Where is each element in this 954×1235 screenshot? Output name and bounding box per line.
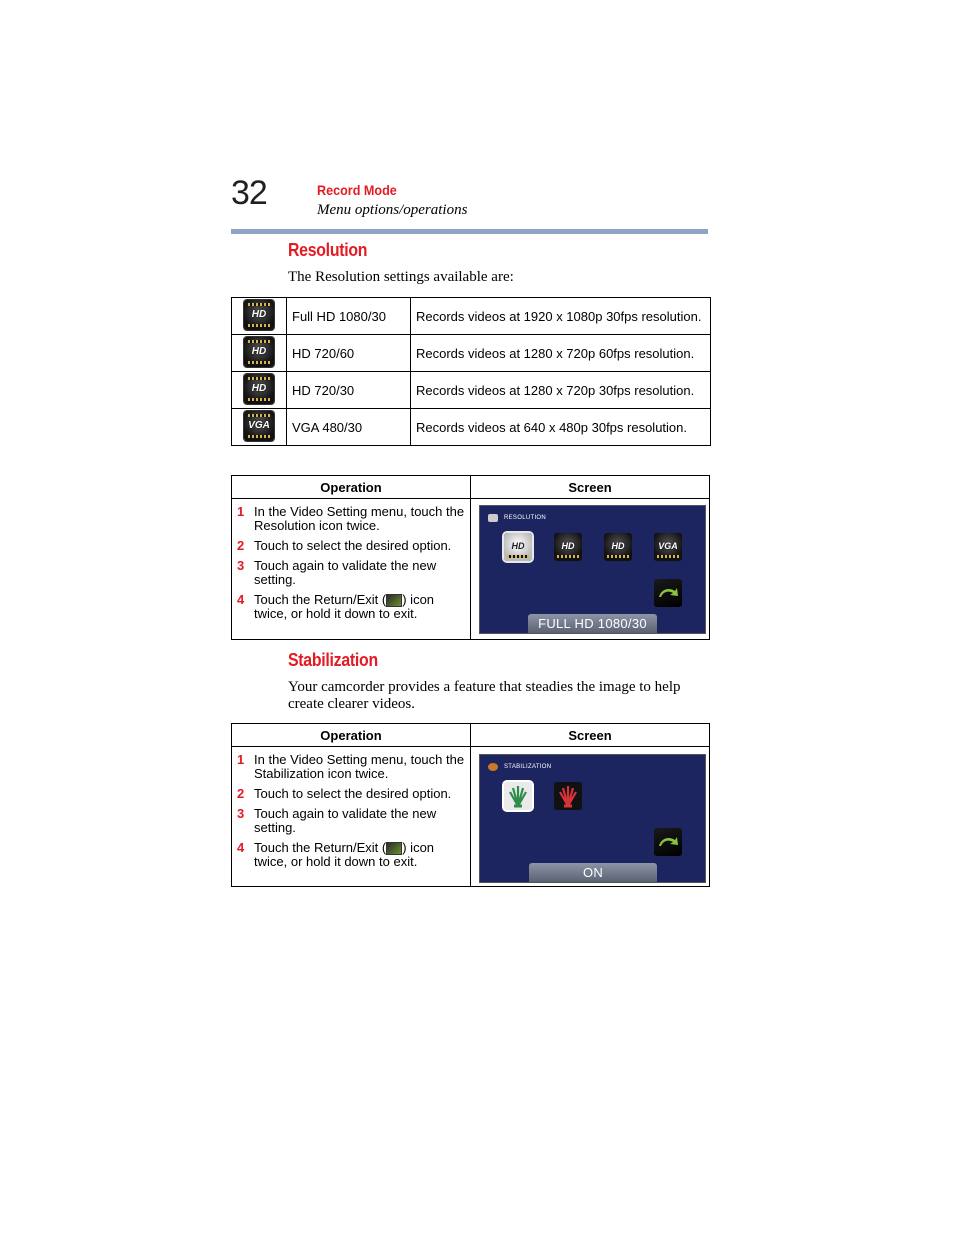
stabilization-menu-icon	[488, 763, 498, 771]
screen-heading: RESOLUTION	[504, 515, 547, 521]
stabilization-status: ON	[529, 863, 657, 882]
table-row	[232, 409, 711, 446]
vga-icon: VGA	[244, 411, 274, 441]
list-item: 3 Touch again to validate the new setting.	[237, 558, 437, 587]
resolution-desc: Records videos at 1280 x 720p 30fps resolution.	[411, 372, 711, 409]
header-rule	[231, 229, 708, 234]
resolution-heading: Resolution	[288, 240, 368, 260]
resolution-desc: Records videos at 1280 x 720p 60fps resolution.	[411, 335, 711, 372]
hd-720-60-icon: HD	[244, 337, 274, 367]
resolution-desc: Records videos at 640 x 480p 30fps resolution.	[411, 409, 711, 446]
hd-720-30-option[interactable]: HD	[604, 533, 632, 561]
list-item: 3 Touch again to validate the new setting.	[237, 806, 437, 835]
hand-off-icon	[554, 782, 582, 810]
screen-heading: STABILIZATION	[504, 764, 552, 770]
operation-steps	[232, 499, 470, 621]
screen-header: Screen	[471, 476, 710, 499]
table-row	[232, 335, 711, 372]
stabilization-heading: Stabilization	[288, 650, 378, 670]
return-icon	[657, 583, 679, 603]
stabilization-on-option[interactable]	[504, 782, 532, 810]
hd-720-30-icon: HD	[244, 374, 274, 404]
operation-header: Operation	[232, 724, 471, 747]
list-item: 1 In the Video Setting menu, touch the Resolution icon twice.	[237, 504, 465, 533]
list-item: 1 In the Video Setting menu, touch the Stabilization icon twice.	[237, 752, 465, 781]
operation-steps	[232, 747, 470, 869]
resolution-table	[231, 297, 711, 446]
table-row	[232, 372, 711, 409]
resolution-status: FULL HD 1080/30	[528, 614, 657, 633]
list-item: 4 Touch the Return/Exit ( ) icon twice, or hold it down to exit.	[237, 592, 435, 622]
stabilization-screen	[479, 754, 706, 883]
resolution-screen	[479, 505, 706, 634]
resolution-name: HD 720/60	[287, 335, 411, 372]
screen-header: Screen	[471, 724, 710, 747]
subchapter-title: Menu options/operations	[317, 202, 468, 218]
hand-on-icon	[504, 782, 532, 810]
stabilization-intro: Your camcorder provides a feature that steadies the image to help create clearer videos.	[288, 679, 681, 712]
return-button[interactable]	[654, 579, 682, 607]
table-row	[232, 298, 711, 335]
video-setting-icon	[488, 514, 498, 522]
return-icon	[657, 832, 679, 852]
page-number: 32	[231, 174, 267, 212]
list-item: 2 Touch to select the desired option.	[237, 538, 452, 553]
full-hd-option[interactable]: HD	[504, 533, 532, 561]
full-hd-icon: HD	[244, 300, 274, 330]
list-item: 4 Touch the Return/Exit ( ) icon twice, or hold it down to exit.	[237, 840, 435, 870]
resolution-desc: Records videos at 1920 x 1080p 30fps resolution.	[411, 298, 711, 335]
resolution-name: HD 720/30	[287, 372, 411, 409]
hd-720-60-option[interactable]: HD	[554, 533, 582, 561]
chapter-title: Record Mode	[317, 182, 397, 198]
resolution-name: Full HD 1080/30	[287, 298, 411, 335]
resolution-intro: The Resolution settings available are:	[288, 269, 514, 285]
list-item: 2 Touch to select the desired option.	[237, 786, 452, 801]
stabilization-off-option[interactable]	[554, 782, 582, 810]
return-button[interactable]	[654, 828, 682, 856]
operation-header: Operation	[232, 476, 471, 499]
vga-option[interactable]: VGA	[654, 533, 682, 561]
resolution-name: VGA 480/30	[287, 409, 411, 446]
